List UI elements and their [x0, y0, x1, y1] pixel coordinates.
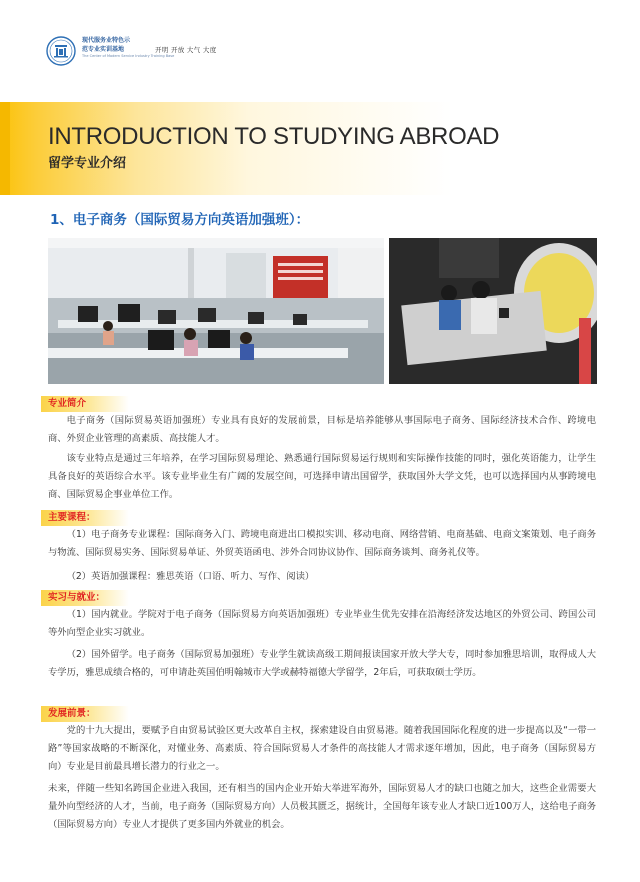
job-paragraph-1: （1）国内就业。学院对于电子商务（国际贸易方向英语加强班）专业毕业生优先安排在沿海经济发达地区的外贸公司、跨国公司等外向型企业实习就业。	[48, 609, 596, 638]
job-tag: 实习与就业：	[41, 590, 129, 606]
banner-accent-bar	[0, 102, 10, 195]
intro-tag: 专业简介	[41, 396, 129, 412]
school-logo-icon	[46, 36, 76, 66]
school-motto: 开明 开放 大气 大度	[155, 46, 217, 54]
studio-photo	[389, 238, 597, 384]
logo-line-1: 现代服务业特色示	[82, 37, 131, 44]
page-header	[0, 0, 640, 95]
future-tag: 发展前景：	[41, 706, 129, 722]
intro-paragraph-2: 该专业特点是通过三年培养，在学习国际贸易理论、熟悉通行国际贸易运行规则和实际操作技能的同时，强化英语能力，让学生具备良好的英语综合水平。该专业毕业生有广阔的发展空间，可选择申请出国留学，获取国外大学文凭，也可以选择国内从事跨境电商、国际贸易企事业单位工作。	[48, 453, 596, 500]
studio-illustration	[389, 238, 597, 384]
banner-title: INTRODUCTION TO STUDYING ABROAD	[48, 123, 500, 150]
job-paragraph-2: （2）国外留学。电子商务（国际贸易加强班）专业学生就读高级工期间报读国家开放大学大专，同时参加雅思培训，取得成人大专学历，雅思成绩合格的，可申请赴英国伯明翰城市大学或赫特福德大学留学，2年后，可获取硕士学历。	[48, 649, 596, 678]
future-paragraph-1: 党的十九大提出，要赋予自由贸易试验区更大改革自主权，探索建设自由贸易港。随着我国国际化程度的进一步提高以及“一带一路”等国家战略的不断深化，对懂业务、高素质、符合国际贸易人才条件的高技能人才需求逐年增加，因此，电子商务（国际贸易方向）专业是目前最具增长潜力的行业之一。	[48, 725, 596, 772]
course-tag: 主要课程：	[41, 510, 129, 526]
intro-paragraph-1: 电子商务（国际贸易英语加强班）专业具有良好的发展前景，目标是培养能够从事国际电子商务、国际经济技术合作、跨境电商、外贸企业管理的高素质、高技能人才。	[48, 415, 596, 444]
future-paragraph-2: 未来，伴随一些知名跨国企业进入我国，还有相当的国内企业开始大举进军海外，国际贸易人才的缺口也随之加大，这些企业需要大量外向型经济的人才，当前，电子商务（国际贸易方向）人员极其匮乏，据统计，全国每年该专业人才缺口近100万人，这给电子商务（国际贸易方向）专业人才提供了更多国内外就业的机会。	[48, 783, 596, 830]
course-paragraph-2: （2）英语加强课程：雅思英语（口语、听力、写作、阅读）	[66, 571, 315, 582]
section-title: 1、电子商务（国际贸易方向英语加强班）：	[50, 212, 310, 228]
classroom-illustration	[48, 238, 384, 384]
banner-subtitle: 留学专业介绍	[48, 156, 127, 171]
logo-line-2: 范专业实训基地	[82, 46, 125, 53]
logo-english: The Center of Modern Service Industry Training Base	[82, 54, 175, 58]
course-paragraph-1: （1）电子商务专业课程：国际商务入门、跨境电商进出口模拟实训、移动电商、网络营销、电商基础、电商文案策划、电子商务与物流、国际贸易实务、国际贸易单证、外贸英语函电、涉外合同协议协作、国际商务谈判、商务礼仪等。	[48, 529, 596, 558]
classroom-photo	[48, 238, 384, 384]
